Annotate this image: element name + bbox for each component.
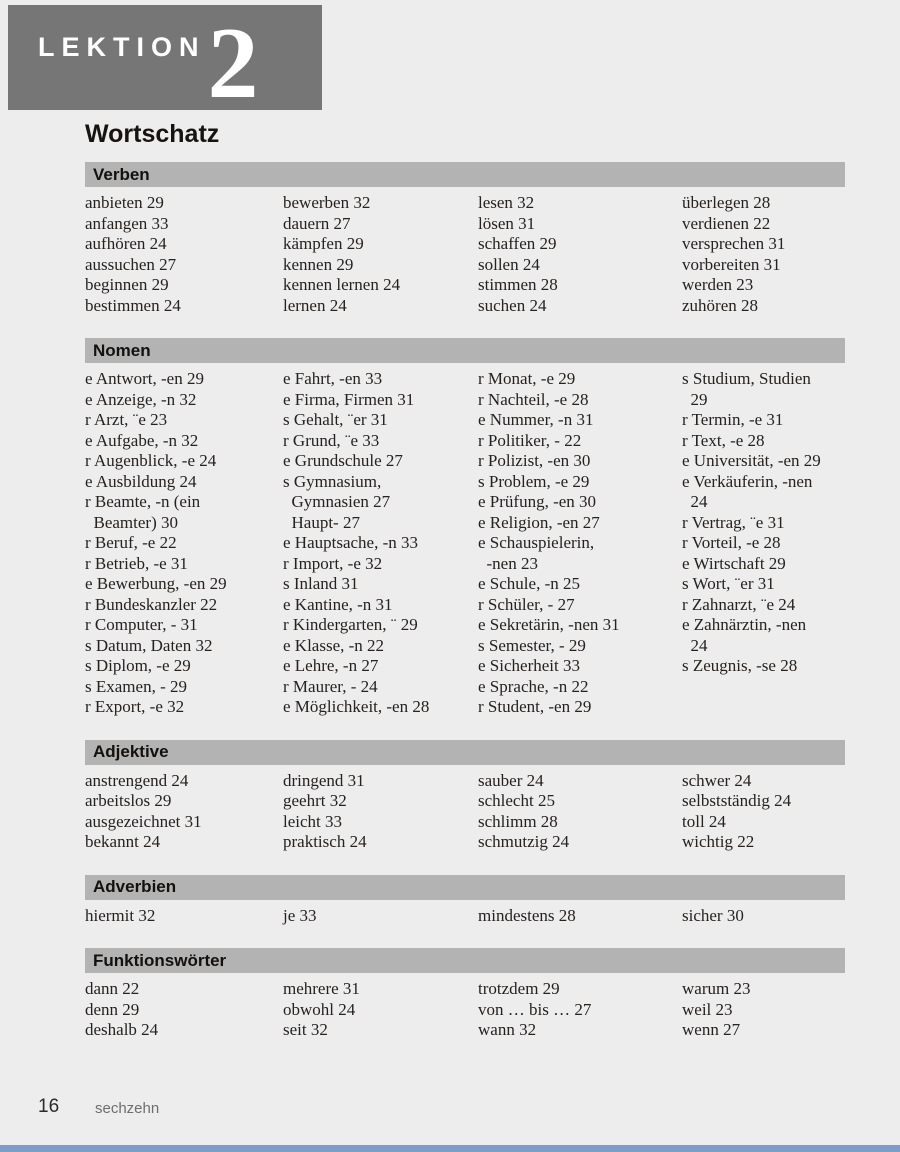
word-entry: s Wort, ¨er 31 [682, 574, 775, 593]
word-entry: r Nachteil, -e 28 [478, 389, 589, 409]
word-entry: e Sprache, -n 22 [478, 676, 589, 696]
lektion-number: 2 [207, 7, 259, 120]
word-entry: kennen 29 [283, 254, 354, 274]
word-entry: zuhören 28 [682, 295, 759, 315]
word-entry: lesen 32 [478, 193, 535, 212]
word-entry: e Aufgabe, -n 32 [85, 430, 199, 450]
section-grid-adjektive [85, 771, 845, 853]
word-entry: -nen 23 [478, 553, 538, 573]
lektion-label: LEKTION [38, 32, 206, 62]
word-entry: obwohl 24 [283, 999, 356, 1019]
word-entry: e Lehre, -n 27 [283, 656, 379, 675]
word-entry: s Gehalt, ¨er 31 [283, 410, 388, 429]
word-entry: r Arzt, ¨e 23 [85, 410, 168, 429]
section-header-adjektive [85, 740, 845, 765]
word-entry: r Termin, -e 31 [682, 410, 784, 429]
word-entry: r Vorteil, -e 28 [682, 533, 781, 552]
word-entry: aufhören 24 [85, 234, 167, 253]
section-title: Verben [93, 164, 150, 184]
word-entry: e Kantine, -n 31 [283, 594, 393, 614]
word-entry: r Schüler, - 27 [478, 594, 575, 614]
section-header-funktionswoerter [85, 948, 845, 973]
word-entry: schwer 24 [682, 770, 752, 790]
word-column [478, 369, 682, 718]
word-entry: r Import, -e 32 [283, 553, 383, 573]
word-entry: überlegen 28 [682, 193, 771, 212]
word-entry: r Politiker, - 22 [478, 430, 582, 450]
word-entry: e Fahrt, -en 33 [283, 369, 383, 388]
section-grid-nomen [85, 369, 845, 718]
word-entry: Beamter) 30 [85, 512, 178, 532]
word-entry: e Zahnärztin, -nen [682, 615, 807, 634]
word-entry: e Firma, Firmen 31 [283, 389, 415, 409]
word-entry: kämpfen 29 [283, 234, 364, 253]
section-header-nomen [85, 338, 845, 363]
word-entry: r Augenblick, -e 24 [85, 451, 217, 470]
word-entry: e Grundschule 27 [283, 451, 403, 470]
word-entry: r Beruf, -e 22 [85, 533, 177, 552]
word-entry: ausgezeichnet 31 [85, 811, 202, 831]
word-entry: wann 32 [478, 1020, 537, 1039]
word-entry: selbstständig 24 [682, 791, 792, 810]
word-entry: Gymnasien 27 [283, 492, 391, 511]
word-entry: mindestens 28 [478, 905, 576, 925]
section-grid-funktionswoerter [85, 979, 845, 1041]
word-column [682, 979, 845, 1041]
section-header-verben [85, 162, 845, 187]
word-entry: anfangen 33 [85, 213, 169, 233]
word-column [478, 193, 682, 316]
word-entry: r Polizist, -en 30 [478, 451, 591, 470]
word-entry: e Nummer, -n 31 [478, 410, 594, 429]
word-entry: e Prüfung, -en 30 [478, 492, 597, 511]
word-entry: e Universität, -en 29 [682, 451, 821, 470]
word-entry: lernen 24 [283, 295, 347, 315]
word-entry: von … bis … 27 [478, 999, 592, 1019]
word-entry: dann 22 [85, 979, 140, 998]
word-entry: e Wirtschaft 29 [682, 553, 786, 573]
word-entry: schlecht 25 [478, 791, 555, 810]
word-column [478, 979, 682, 1041]
word-column [283, 979, 478, 1041]
word-column [85, 369, 283, 718]
word-column [478, 906, 682, 927]
word-entry: geehrt 32 [283, 791, 347, 810]
word-entry: denn 29 [85, 999, 140, 1019]
word-entry: e Hauptsache, -n 33 [283, 533, 419, 552]
word-column [682, 906, 845, 927]
word-entry: dauern 27 [283, 213, 351, 233]
word-entry: Haupt- 27 [283, 512, 360, 532]
word-column [85, 193, 283, 316]
word-entry: e Sekretärin, -nen 31 [478, 615, 620, 634]
word-column [682, 369, 845, 718]
word-entry: e Ausbildung 24 [85, 471, 197, 491]
word-entry: r Student, -en 29 [478, 697, 592, 716]
word-entry: anstrengend 24 [85, 770, 189, 790]
word-entry: stimmen 28 [478, 275, 558, 294]
word-entry: bekannt 24 [85, 832, 161, 851]
section-title: Funktionswörter [93, 950, 227, 970]
word-entry: e Klasse, -n 22 [283, 635, 385, 655]
word-entry: versprechen 31 [682, 234, 786, 253]
word-column [682, 193, 845, 316]
word-entry: s Studium, Studien [682, 369, 811, 388]
word-entry: praktisch 24 [283, 832, 367, 851]
word-column [85, 979, 283, 1041]
word-entry: sicher 30 [682, 905, 744, 925]
word-entry: e Verkäuferin, -nen [682, 471, 813, 491]
word-column [85, 771, 283, 853]
word-entry: s Problem, -e 29 [478, 471, 590, 491]
word-entry: suchen 24 [478, 295, 547, 315]
word-entry: r Beamte, -n (ein [85, 492, 201, 511]
word-entry: dringend 31 [283, 770, 365, 790]
word-entry: e Sicherheit 33 [478, 656, 580, 675]
word-entry: bestimmen 24 [85, 295, 181, 315]
word-entry: bewerben 32 [283, 193, 371, 212]
section-grid-verben [85, 193, 845, 316]
word-entry: 24 [682, 635, 708, 655]
page-title: Wortschatz [85, 120, 220, 148]
word-entry: sollen 24 [478, 254, 540, 274]
word-entry: wenn 27 [682, 1020, 741, 1039]
word-entry: e Religion, -en 27 [478, 512, 600, 532]
section-header-adverbien [85, 875, 845, 900]
word-entry: r Monat, -e 29 [478, 369, 576, 388]
word-entry: vorbereiten 31 [682, 254, 781, 274]
word-entry: 29 [682, 389, 708, 409]
word-entry: anbieten 29 [85, 193, 164, 212]
section-title: Nomen [93, 340, 151, 360]
word-entry: e Schauspielerin, [478, 533, 595, 552]
word-entry: verdienen 22 [682, 213, 771, 233]
word-entry: e Anzeige, -n 32 [85, 389, 197, 409]
word-column [283, 771, 478, 853]
word-entry: lösen 31 [478, 213, 536, 233]
footer-page-number: 16 [38, 1096, 60, 1117]
word-entry: wichtig 22 [682, 832, 755, 851]
word-entry: s Datum, Daten 32 [85, 635, 213, 655]
word-entry: r Grund, ¨e 33 [283, 430, 380, 450]
word-column [283, 193, 478, 316]
word-entry: r Computer, - 31 [85, 615, 198, 634]
word-entry: r Kindergarten, ¨ 29 [283, 615, 418, 634]
section-title: Adjektive [93, 742, 169, 761]
word-column [283, 369, 478, 718]
word-entry: e Schule, -n 25 [478, 574, 580, 593]
word-entry: toll 24 [682, 811, 726, 831]
wordlist [85, 162, 845, 1041]
word-entry: warum 23 [682, 979, 751, 998]
word-entry: r Text, -e 28 [682, 430, 765, 450]
word-entry: weil 23 [682, 999, 733, 1019]
word-entry: e Bewerbung, -en 29 [85, 574, 227, 593]
word-entry: schaffen 29 [478, 234, 557, 253]
word-entry: s Examen, - 29 [85, 676, 187, 696]
word-entry: r Vertrag, ¨e 31 [682, 512, 785, 532]
word-entry: r Export, -e 32 [85, 697, 185, 716]
word-entry: s Diplom, -e 29 [85, 656, 191, 675]
word-entry: beginnen 29 [85, 275, 169, 294]
word-entry: schmutzig 24 [478, 832, 570, 851]
lektion-header-box [8, 5, 322, 120]
word-entry: s Semester, - 29 [478, 635, 586, 655]
word-entry: r Maurer, - 24 [283, 676, 378, 696]
word-entry: r Bundeskanzler 22 [85, 594, 218, 614]
word-entry: hiermit 32 [85, 905, 156, 925]
word-entry: werden 23 [682, 275, 754, 294]
word-column [283, 906, 478, 927]
word-entry: schlimm 28 [478, 811, 558, 831]
word-entry: seit 32 [283, 1020, 328, 1039]
word-column [682, 771, 845, 853]
footer-page-number-word: sechzehn [95, 1100, 160, 1117]
word-column [85, 906, 283, 927]
bottom-accent-bar [0, 1145, 900, 1152]
section-grid-adverbien [85, 906, 845, 927]
word-entry: e Antwort, -en 29 [85, 369, 204, 388]
word-entry: e Möglichkeit, -en 28 [283, 697, 430, 716]
word-entry: s Inland 31 [283, 574, 359, 593]
word-entry: sauber 24 [478, 770, 544, 790]
word-entry: leicht 33 [283, 811, 343, 831]
word-column [478, 771, 682, 853]
word-entry: arbeitslos 29 [85, 791, 172, 810]
word-entry: 24 [682, 492, 708, 511]
word-entry: r Zahnarzt, ¨e 24 [682, 594, 796, 614]
word-entry: s Zeugnis, -se 28 [682, 656, 798, 675]
word-entry: deshalb 24 [85, 1020, 159, 1039]
word-entry: aussuchen 27 [85, 254, 177, 274]
word-entry: kennen lernen 24 [283, 275, 401, 294]
word-entry: r Betrieb, -e 31 [85, 553, 188, 573]
section-title: Adverbien [93, 877, 177, 896]
word-entry: s Gymnasium, [283, 471, 382, 491]
word-entry: trotzdem 29 [478, 979, 560, 998]
word-entry: mehrere 31 [283, 979, 360, 998]
word-entry: je 33 [283, 905, 317, 925]
